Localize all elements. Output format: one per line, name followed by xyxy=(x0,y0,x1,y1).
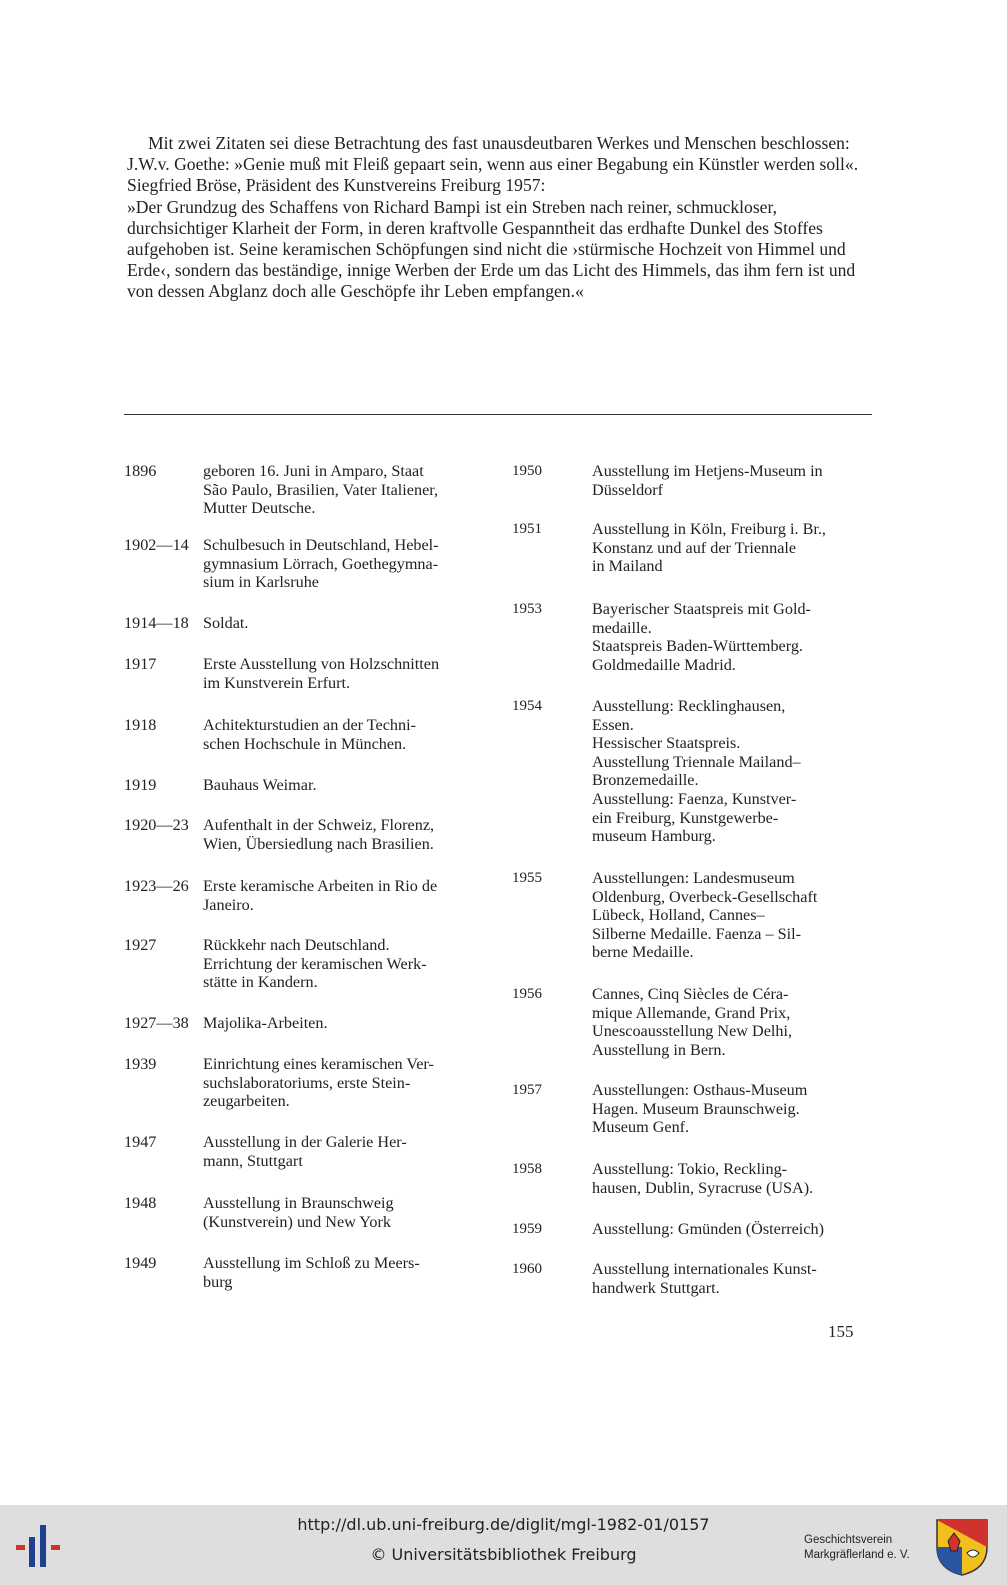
entry-year: 1950 xyxy=(512,463,542,479)
entry-year: 1948 xyxy=(124,1194,157,1212)
chronology-entry xyxy=(124,462,494,536)
entry-text: Rückkehr nach Deutschland. Errichtung der keramischen Werk- stätte in Kandern. xyxy=(203,936,427,992)
society-line: Markgräflerland e. V. xyxy=(804,1549,910,1561)
entry-year: 1927—38 xyxy=(124,1014,189,1032)
chronology-entry xyxy=(512,1220,887,1260)
entry-text: Ausstellung internationales Kunst- handwerk Stuttgart. xyxy=(592,1260,817,1297)
entry-text: Ausstellung: Recklinghausen, Essen. Hessischer Staatspreis. Ausstellung Triennale Mailand– Bronzemedaille. Ausstellung: Faenza, Kunstver- ein Freiburg, Kunstgewerbe- museum Hamburg. xyxy=(592,697,801,846)
chronology-entry xyxy=(124,1133,494,1194)
chronology-entry xyxy=(124,816,494,877)
entry-text: Ausstellungen: Osthaus-Museum Hagen. Museum Braunschweig. Museum Genf. xyxy=(592,1081,808,1137)
copyright-text: © Universitätsbibliothek Freiburg xyxy=(370,1545,637,1564)
entry-text: Cannes, Cinq Siècles de Céra- mique Allemande, Grand Prix, Unescoausstellung New Delhi, Ausstellung in Bern. xyxy=(592,985,793,1059)
broese-attribution: Siegfried Bröse, Präsident des Kunstvereins Freiburg 1957: xyxy=(127,175,546,196)
entry-text: Schulbesuch in Deutschland, Hebel- gymnasium Lörrach, Goethegymna- sium in Karlsruhe xyxy=(203,536,439,592)
section-divider xyxy=(124,414,872,415)
document-url-link[interactable]: http://dl.ub.uni-freiburg.de/diglit/mgl-1982-01/0157 xyxy=(297,1515,710,1534)
entry-year: 1958 xyxy=(512,1161,542,1177)
entry-year: 1939 xyxy=(124,1055,157,1073)
entry-year: 1923—26 xyxy=(124,877,189,895)
entry-year: 1896 xyxy=(124,462,157,480)
page-number: 155 xyxy=(828,1322,854,1341)
chronology-entry xyxy=(124,1254,494,1291)
footer-bar xyxy=(0,1505,1007,1585)
entry-year: 1957 xyxy=(512,1082,542,1098)
entry-year: 1920—23 xyxy=(124,816,189,834)
chronology-entry xyxy=(512,985,887,1081)
chronology-entry xyxy=(512,600,887,697)
chronology-entry xyxy=(124,877,494,936)
entry-text: Ausstellung in Köln, Freiburg i. Br., Konstanz und auf der Triennale in Mailand xyxy=(592,520,826,576)
entry-year: 1902—14 xyxy=(124,536,189,554)
entry-text: Bauhaus Weimar. xyxy=(203,776,317,794)
coat-of-arms-icon xyxy=(934,1517,990,1577)
entry-year: 1927 xyxy=(124,936,157,954)
chronology-left-column xyxy=(124,462,494,1291)
chronology-entry xyxy=(124,614,494,655)
entry-year: 1955 xyxy=(512,870,542,886)
chronology-entry xyxy=(124,936,494,1014)
entry-text: geboren 16. Juni in Amparo, Staat São Paulo, Brasilien, Vater Italiener, Mutter Deutsche. xyxy=(203,462,439,518)
entry-year: 1956 xyxy=(512,986,542,1002)
chronology-entry xyxy=(512,1260,887,1297)
entry-text: Soldat. xyxy=(203,614,249,632)
chronology-entry xyxy=(512,697,887,869)
entry-text: Achitekturstudien an der Techni- schen Hochschule in München. xyxy=(203,716,416,753)
chronology-entry xyxy=(124,1014,494,1055)
entry-text: Ausstellung im Hetjens-Museum in Düsseldorf xyxy=(592,462,823,499)
broese-quote: »Der Grundzug des Schaffens von Richard Bampi ist ein Streben nach reiner, schmuckloser, durchsichtiger Klarheit der Form, in deren kraftvolle Gespanntheit das erdhafte Dunkel des Stoffes aufgehoben ist. Seine keramischen Schöpfungen sind nicht die ›stürmische Hochzeit von Himmel und Erde‹, sondern das beständige, innige Werben der Erde um das Licht des Himmels, das ihm fern ist und von dessen Abglanz doch alle Geschöpfe ihr Leben empfangen.« xyxy=(127,196,856,302)
chronology-entry xyxy=(124,1194,494,1254)
entry-text: Bayerischer Staatspreis mit Gold- medaille. Staatspreis Baden-Württemberg. Goldmedaille Madrid. xyxy=(592,600,811,674)
entry-year: 1914—18 xyxy=(124,614,189,632)
entry-text: Majolika-Arbeiten. xyxy=(203,1014,328,1032)
entry-year: 1954 xyxy=(512,698,542,714)
entry-year: 1951 xyxy=(512,521,542,537)
society-name xyxy=(804,1533,910,1563)
chronology-entry xyxy=(124,1055,494,1133)
entry-year: 1960 xyxy=(512,1261,542,1277)
chronology-entry xyxy=(124,536,494,614)
entry-text: Ausstellungen: Landesmuseum Oldenburg, Overbeck-Gesellschaft Lübeck, Holland, Cannes– Silberne Medaille. Faenza – Sil- berne Medaille. xyxy=(592,869,818,962)
entry-text: Einrichtung eines keramischen Ver- suchslaboratoriums, erste Stein- zeugarbeiten. xyxy=(203,1055,434,1111)
entry-text: Ausstellung: Gmünden (Österreich) xyxy=(592,1220,824,1238)
entry-text: Ausstellung: Tokio, Reckling- hausen, Dublin, Syracruse (USA). xyxy=(592,1160,814,1197)
entry-text: Erste keramische Arbeiten in Rio de Janeiro. xyxy=(203,877,438,914)
chronology-entry xyxy=(512,1081,887,1160)
entry-year: 1949 xyxy=(124,1254,157,1272)
chronology-entry xyxy=(512,462,887,520)
chronology-entry xyxy=(124,655,494,716)
entry-text: Ausstellung in der Galerie Her- mann, Stuttgart xyxy=(203,1133,407,1170)
chronology-entry xyxy=(124,716,494,776)
entry-text: Erste Ausstellung von Holzschnitten im Kunstverein Erfurt. xyxy=(203,655,440,692)
intro-text xyxy=(127,133,872,303)
entry-text: Aufenthalt in der Schweiz, Florenz, Wien, Übersiedlung nach Brasilien. xyxy=(203,816,435,853)
entry-year: 1919 xyxy=(124,776,157,794)
entry-year: 1917 xyxy=(124,655,157,673)
chronology-right-column xyxy=(512,462,887,1297)
society-line: Geschichtsverein xyxy=(804,1534,893,1546)
entry-year: 1953 xyxy=(512,601,542,617)
entry-year: 1918 xyxy=(124,716,157,734)
chronology-entry xyxy=(512,520,887,600)
chronology-entry xyxy=(512,869,887,985)
entry-year: 1959 xyxy=(512,1221,542,1237)
intro-paragraph: Mit zwei Zitaten sei diese Betrachtung des fast unausdeutbaren Werkes und Menschen beschlossen: xyxy=(148,133,850,153)
entry-year: 1947 xyxy=(124,1133,157,1151)
entry-text: Ausstellung in Braunschweig (Kunstverein) und New York xyxy=(203,1194,394,1231)
chronology-entry xyxy=(124,776,494,816)
entry-text: Ausstellung im Schloß zu Meers- burg xyxy=(203,1254,420,1291)
chronology-entry xyxy=(512,1160,887,1220)
goethe-quote: J.W.v. Goethe: »Genie muß mit Fleiß gepaart sein, wenn aus einer Begabung ein Künstler werden soll«. xyxy=(127,154,859,175)
